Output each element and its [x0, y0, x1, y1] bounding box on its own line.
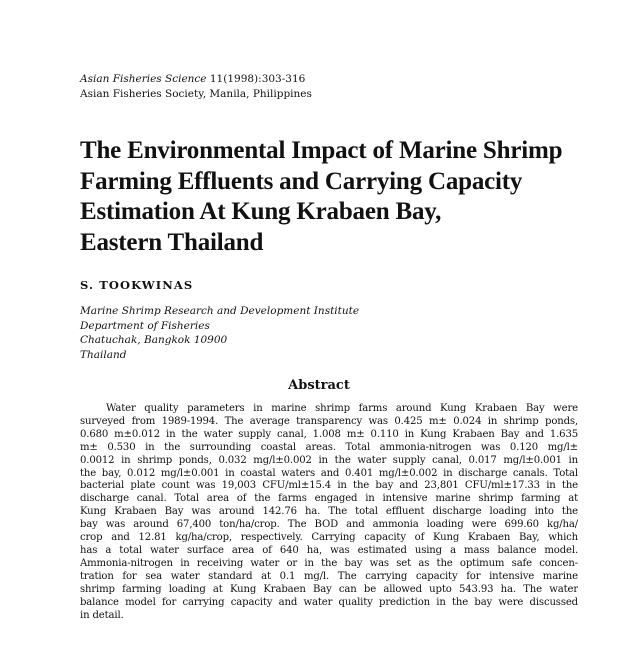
abstract-heading: Abstract	[288, 378, 350, 393]
journal-header	[80, 72, 312, 102]
paper-title	[80, 136, 600, 258]
abstract-line: discharge canal. Total area of the farms engaged in intensive marine shrimp farming at	[80, 493, 578, 505]
journal-citation: 11(1998):303-316	[209, 73, 306, 85]
journal-name: Asian Fisheries Science	[80, 73, 207, 85]
abstract-line: Water quality parameters in marine shrimp farms around Kung Krabaen Bay were	[106, 403, 578, 414]
abstract-line: bacterial plate count was 19,003 CFU/ml±15.4 in the bay and 23,801 CFU/ml±17.33 in the	[80, 480, 578, 492]
abstract-line: surveyed from 1989-1994. The average transparency was 0.425 m± 0.024 in shrimp ponds,	[80, 415, 578, 427]
abstract-line: 0.0012 in shrimp ponds, 0.032 mg/l±0.002 in the water supply canal, 0.017 mg/l±0.001 in	[80, 454, 578, 466]
abstract-line: 0.680 m±0.012 in the water supply canal, 1.008 m± 0.110 in Kung Krabaen Bay and 1.635	[80, 428, 578, 440]
abstract-line: the bay, 0.012 mg/l±0.001 in coastal waters and 0.401 mg/l±0.002 in discharge canals. Total	[80, 467, 578, 479]
affiliation-line: Department of Fisheries	[80, 319, 210, 332]
journal-citation-line	[80, 72, 312, 87]
abstract-line: Ammonia-nitrogen in receiving water or in the bay was set as the optimum safe concen-	[80, 557, 578, 569]
abstract-line: tration for sea water standard at 0.1 mg/l. The carrying capacity for intensive marine	[80, 570, 578, 582]
abstract-line: in detail.	[80, 609, 124, 621]
title-line: Eastern Thailand	[80, 228, 264, 256]
author-affiliation	[80, 304, 359, 362]
abstract-line: has a total water surface area of 640 ha, was estimated using a mass balance model.	[80, 544, 578, 556]
affiliation-line: Marine Shrimp Research and Development Institute	[80, 305, 360, 317]
abstract-line: m± 0.530 in the surrounding coastal areas. Total ammonia-nitrogen was 0.120 mg/l±	[80, 441, 578, 453]
title-line: Estimation At Kung Krabaen Bay,	[80, 198, 442, 225]
abstract-line: Kung Krabaen Bay was around 142.76 ha. The total effluent discharge loading into the	[80, 506, 578, 518]
abstract-body	[80, 403, 578, 622]
abstract-line: balance model for carrying capacity and water quality prediction in the bay were discussed	[80, 596, 578, 608]
title-line: Farming Effluents and Carrying Capacity	[80, 167, 523, 195]
affiliation-line: Chatuchak, Bangkok 10900	[80, 334, 228, 346]
abstract-line: crop and 12.81 kg/ha/crop, respectively. Carrying capacity of Kung Krabaen Bay, which	[80, 532, 578, 544]
abstract-line: shrimp farming loading at Kung Krabaen Bay can be allowed upto 543.93 ha. The water	[80, 583, 578, 595]
title-line: The Environmental Impact of Marine Shrimp	[80, 137, 563, 164]
abstract-line: bay was around 67,400 ton/ha/crop. The BOD and ammonia loading were 699.60 kg/ha/	[80, 519, 578, 531]
affiliation-line: Thailand	[80, 348, 127, 361]
author-name: S. TOOKWINAS	[80, 278, 194, 292]
journal-society: Asian Fisheries Society, Manila, Philippines	[80, 88, 312, 100]
